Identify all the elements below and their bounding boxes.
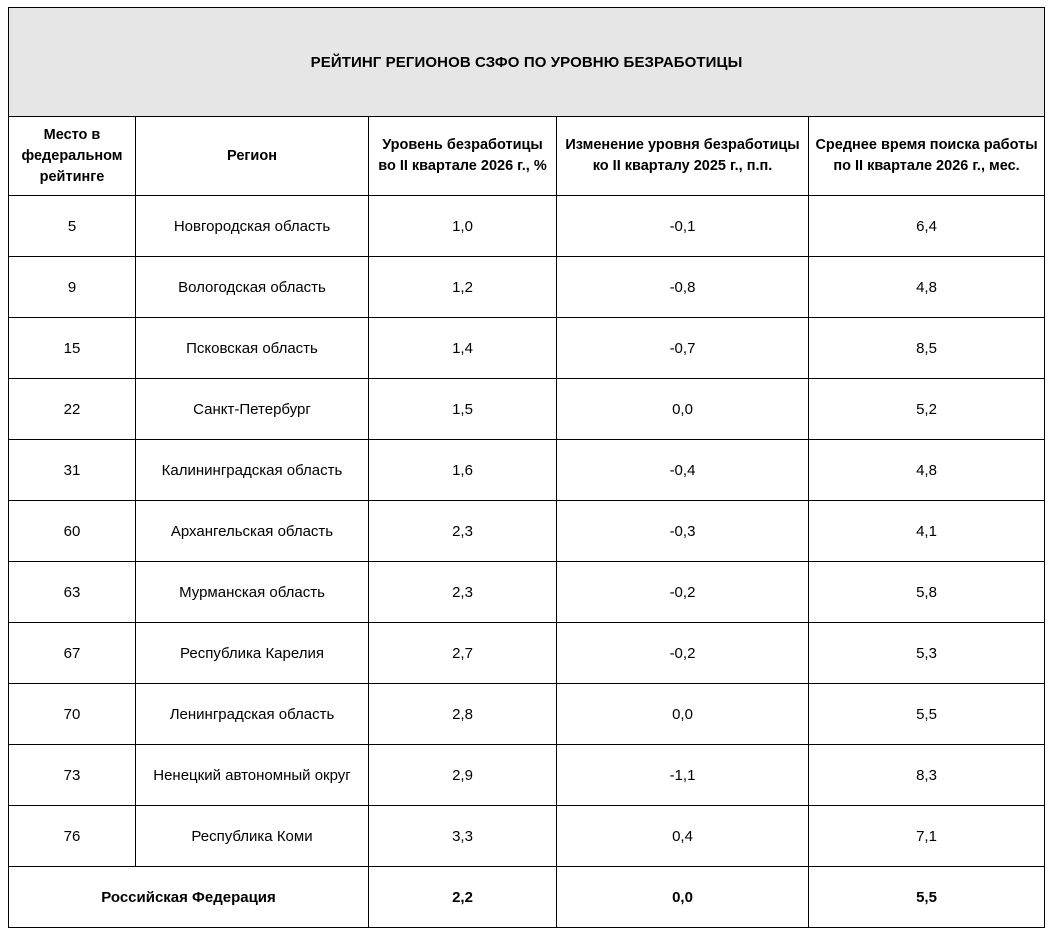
cell-change: 0,0 (557, 684, 809, 745)
header-search-time: Среднее время поиска работы по II квартале 2026 г., мес. (809, 117, 1045, 196)
cell-rank: 76 (9, 806, 136, 867)
cell-change: 0,0 (557, 379, 809, 440)
table-body (9, 196, 1045, 867)
cell-rate: 1,4 (369, 318, 557, 379)
header-rate: Уровень безработицы во II квартале 2026 г., % (369, 117, 557, 196)
cell-rank: 70 (9, 684, 136, 745)
table-row (9, 562, 1045, 623)
cell-region: Вологодская область (136, 257, 369, 318)
table-title: РЕЙТИНГ РЕГИОНОВ СЗФО ПО УРОВНЮ БЕЗРАБОТИЦЫ (9, 8, 1045, 117)
cell-region: Санкт-Петербург (136, 379, 369, 440)
cell-region: Ненецкий автономный округ (136, 745, 369, 806)
cell-rank: 31 (9, 440, 136, 501)
cell-search-time: 5,8 (809, 562, 1045, 623)
cell-change: -0,2 (557, 623, 809, 684)
total-search-time: 5,5 (809, 867, 1045, 928)
total-label: Российская Федерация (9, 867, 369, 928)
cell-search-time: 4,8 (809, 257, 1045, 318)
cell-rate: 2,9 (369, 745, 557, 806)
cell-search-time: 8,3 (809, 745, 1045, 806)
header-region: Регион (136, 117, 369, 196)
table-row (9, 318, 1045, 379)
cell-search-time: 8,5 (809, 318, 1045, 379)
table-row (9, 440, 1045, 501)
table-row (9, 196, 1045, 257)
cell-rate: 2,7 (369, 623, 557, 684)
cell-region: Республика Коми (136, 806, 369, 867)
cell-rank: 15 (9, 318, 136, 379)
cell-rank: 22 (9, 379, 136, 440)
cell-rank: 73 (9, 745, 136, 806)
table-row (9, 806, 1045, 867)
cell-region: Калининградская область (136, 440, 369, 501)
cell-region: Архангельская область (136, 501, 369, 562)
cell-rate: 2,3 (369, 562, 557, 623)
cell-rate: 3,3 (369, 806, 557, 867)
cell-region: Ленинградская область (136, 684, 369, 745)
cell-change: -1,1 (557, 745, 809, 806)
cell-search-time: 5,3 (809, 623, 1045, 684)
cell-region: Республика Карелия (136, 623, 369, 684)
header-change: Изменение уровня безработицы ко II кварталу 2025 г., п.п. (557, 117, 809, 196)
cell-change: -0,4 (557, 440, 809, 501)
cell-rate: 2,8 (369, 684, 557, 745)
cell-rate: 2,3 (369, 501, 557, 562)
cell-change: -0,3 (557, 501, 809, 562)
table-row (9, 684, 1045, 745)
table-row (9, 501, 1045, 562)
cell-rank: 60 (9, 501, 136, 562)
cell-rank: 9 (9, 257, 136, 318)
cell-rank: 67 (9, 623, 136, 684)
cell-change: 0,4 (557, 806, 809, 867)
cell-search-time: 4,1 (809, 501, 1045, 562)
cell-search-time: 7,1 (809, 806, 1045, 867)
cell-search-time: 6,4 (809, 196, 1045, 257)
cell-search-time: 5,5 (809, 684, 1045, 745)
cell-rate: 1,0 (369, 196, 557, 257)
cell-region: Новгородская область (136, 196, 369, 257)
cell-rank: 5 (9, 196, 136, 257)
cell-change: -0,8 (557, 257, 809, 318)
cell-search-time: 5,2 (809, 379, 1045, 440)
cell-change: -0,7 (557, 318, 809, 379)
header-rank: Место в федеральном рейтинге (9, 117, 136, 196)
total-rate: 2,2 (369, 867, 557, 928)
unemployment-rating-table (8, 7, 1045, 928)
cell-rate: 1,5 (369, 379, 557, 440)
cell-change: -0,2 (557, 562, 809, 623)
total-row (9, 867, 1045, 928)
cell-region: Мурманская область (136, 562, 369, 623)
cell-rate: 1,6 (369, 440, 557, 501)
total-change: 0,0 (557, 867, 809, 928)
table-row (9, 745, 1045, 806)
table-row (9, 623, 1045, 684)
cell-rate: 1,2 (369, 257, 557, 318)
table-row (9, 257, 1045, 318)
cell-search-time: 4,8 (809, 440, 1045, 501)
cell-change: -0,1 (557, 196, 809, 257)
cell-region: Псковская область (136, 318, 369, 379)
cell-rank: 63 (9, 562, 136, 623)
header-row (9, 117, 1045, 196)
table-row (9, 379, 1045, 440)
